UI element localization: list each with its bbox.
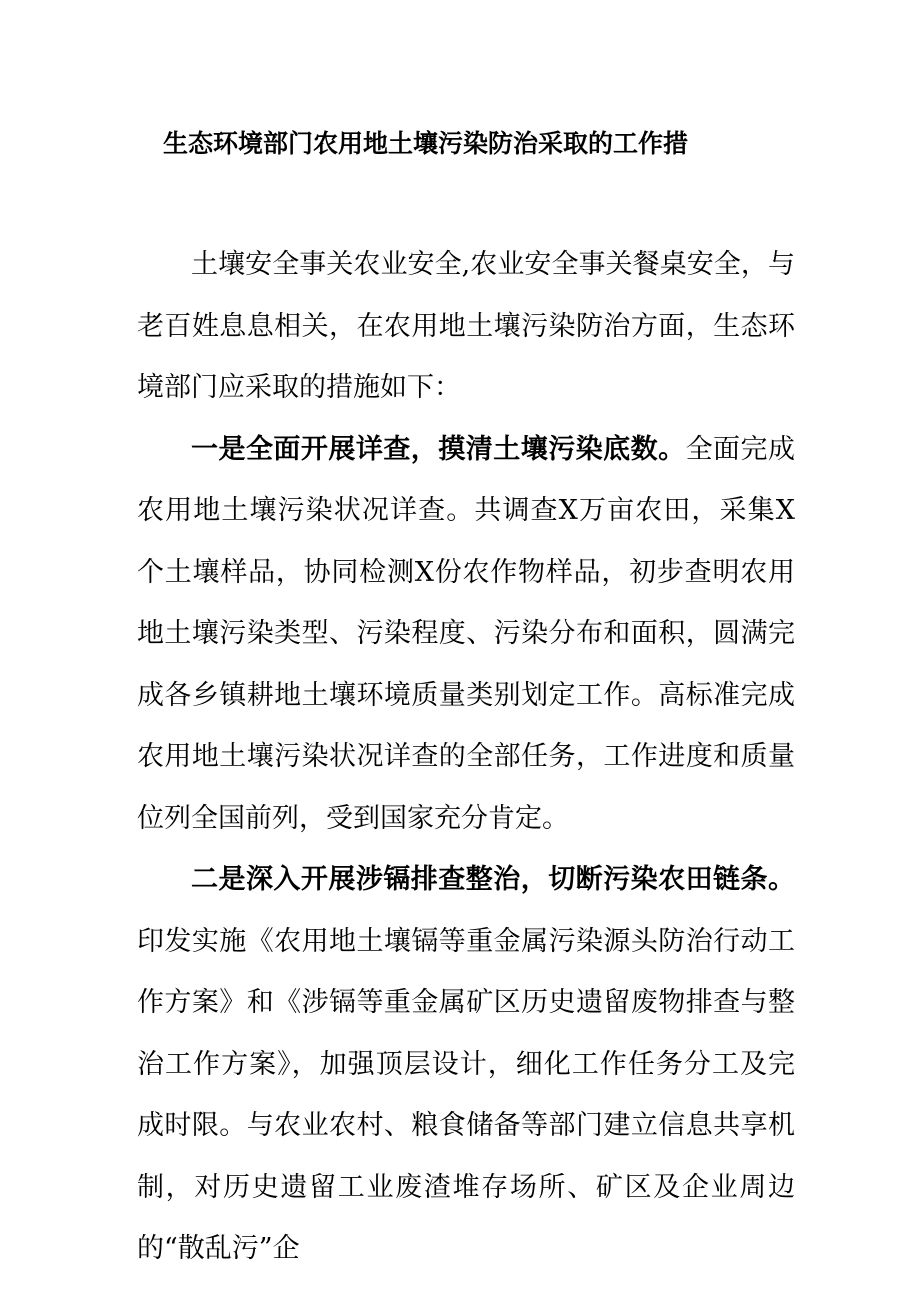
measure-one-paragraph	[137, 419, 795, 850]
measure-one-heading: 一是全面开展详查，摸清土壤污染底数。	[191, 433, 686, 465]
intro-paragraph	[137, 234, 795, 419]
document-body	[137, 234, 795, 1280]
document-title: 生态环境部门农用地土壤污染防治采取的工作措	[163, 129, 689, 158]
measure-two-text: 印发实施《农用地土壤镉等重金属污染源头防治行动工作方案》和《涉镉等重金属矿区历史遗留废物排查与整治工作方案》，加强顶层设计，细化工作任务分工及完成时限。与农业农村、粮食储备等部门建立信息共享机制，对历史遗留工业废渣堆存场所、矿区及企业周边的“散乱污”企	[137, 925, 795, 1264]
measure-two-heading: 二是深入开展涉镉排查整治，切断污染农田链条。	[191, 864, 795, 895]
measure-two-paragraph	[137, 849, 795, 1280]
intro-text: 土壤安全事关农业安全,农业安全事关餐桌安全，与老百姓息息相关，在农用地土壤污染防治方面，生态环境部门应采取的措施如下：	[137, 249, 795, 403]
measure-one-text: 全面完成农用地土壤污染状况详查。共调查X万亩农田，采集X个土壤样品，协同检测X份农作物样品，初步查明农用地土壤污染类型、污染程度、污染分布和面积，圆满完成各乡镇耕地土壤环境质量类别划定工作。高标准完成农用地土壤污染状况详查的全部任务，工作进度和质量位列全国前列，受到国家充分肯定。	[137, 433, 796, 834]
